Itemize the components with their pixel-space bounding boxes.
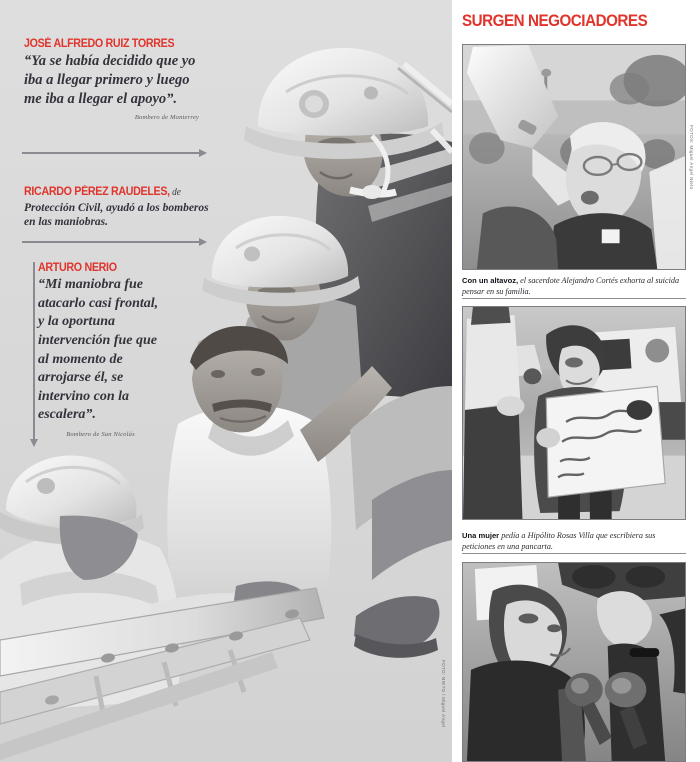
quote-2-role: de: [169, 187, 181, 198]
quote-2-name: [24, 186, 203, 199]
quote-1-text: “Ya se había decidido que yo iba a llegar primero y luego me iba a llegar el apoyo”.: [24, 53, 196, 107]
quote-3-text: “Mi maniobra fue atacarlo casi frontal, y la oportuna intervención fue que al momento de arrojarse él, se intervino con la escalera”.: [38, 277, 159, 423]
section-title: SURGEN NEGOCIADORES: [462, 12, 648, 30]
caption-rule-1: [462, 298, 686, 299]
caption-rule-2: [462, 553, 686, 554]
arrow-divider-1: [22, 148, 207, 157]
left-photo-credit: FOTO: NIETO / Miguel Ángel: [441, 660, 446, 728]
quote-2-text: Protección Civil, ayudó a los bomberos en las maniobras.: [24, 201, 209, 229]
caption-1-lead: Con un altavoz,: [462, 276, 519, 285]
quote-block-2: [24, 186, 216, 230]
caption-2-lead: Una mujer: [462, 531, 500, 540]
photo-woman-with-placard: [462, 306, 686, 520]
arrow-shaft: [22, 152, 199, 154]
quote-1-name: JOSÉ ALFREDO RUIZ TORRES: [24, 38, 175, 50]
right-photo-credit: FOTOS: Miguel Ángel Nieto: [689, 125, 694, 190]
arrow-divider-2: [22, 237, 207, 246]
right-column: [462, 0, 700, 762]
caption-woman: [462, 531, 686, 553]
quote-block-1: [24, 38, 199, 121]
arrow-shaft: [22, 241, 199, 243]
photo-man-with-microphones: [462, 562, 686, 762]
arrow-head: [199, 149, 207, 157]
quote-3-source: Bombero de San Nicolás: [66, 430, 135, 438]
quote-2-name-text: RICARDO PÉREZ RAUDELES,: [24, 186, 170, 198]
arrow-shaft: [33, 262, 35, 439]
quote-block-3: [38, 262, 163, 438]
quote-1-source: Bombero de Monterrey: [134, 113, 199, 121]
arrow-head: [30, 439, 38, 447]
caption-1-text: el sacerdote Alejandro Cortés exhorta al suicida pensar en su familia.: [462, 276, 680, 296]
arrow-divider-3-vertical: [29, 262, 38, 447]
photo-priest-with-megaphone: [462, 44, 686, 270]
caption-priest: [462, 276, 686, 298]
arrow-head: [199, 238, 207, 246]
quote-3-name: ARTURO NERIO: [38, 262, 117, 274]
caption-2-text: pedía a Hipólito Rosas Villa que escribiera sus peticiones en una pancarta.: [462, 531, 656, 551]
